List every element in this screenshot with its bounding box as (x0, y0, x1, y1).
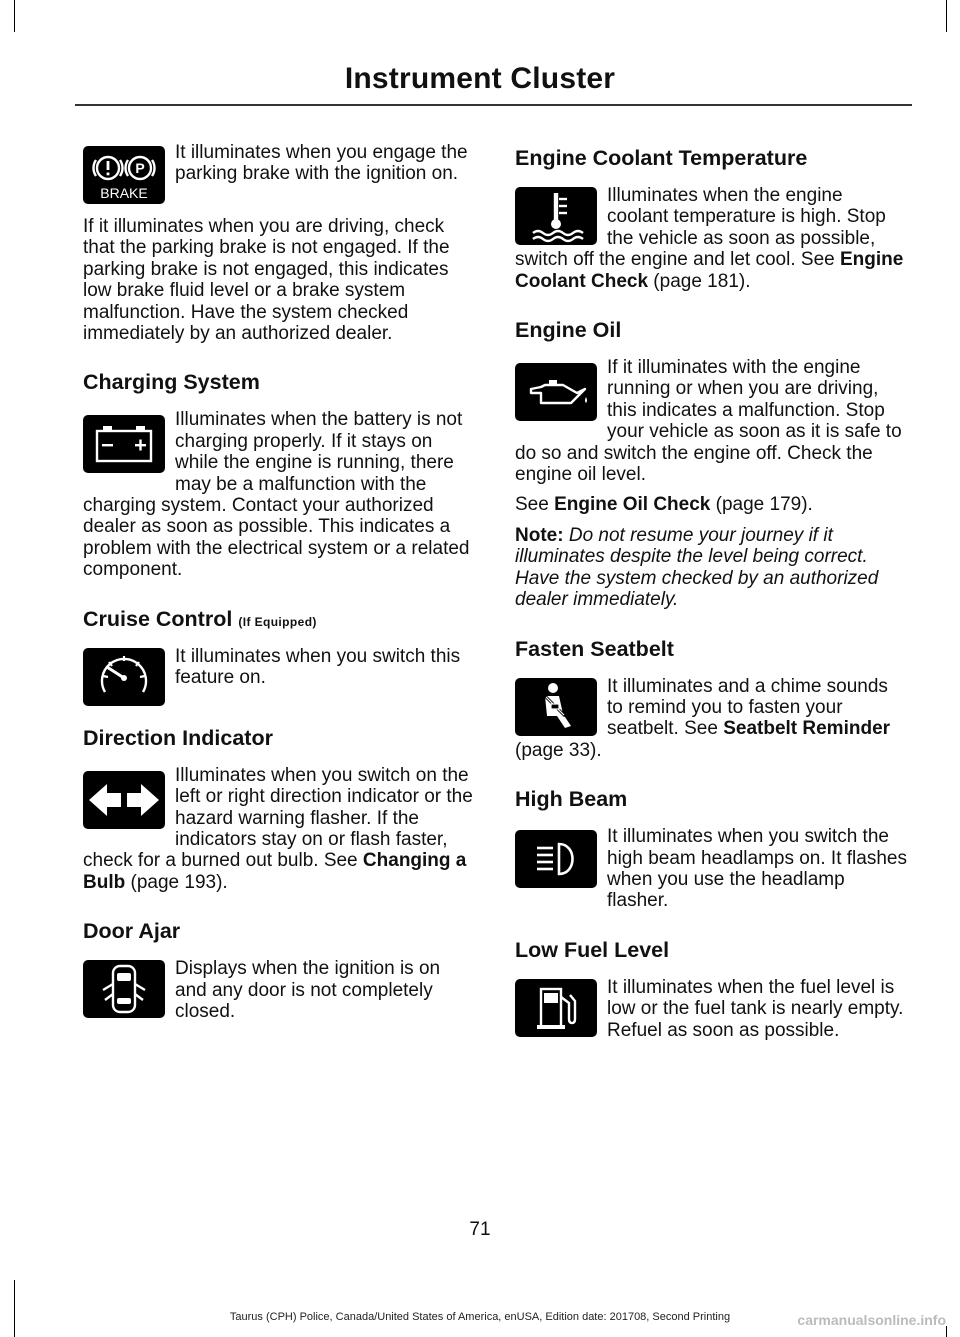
crop-mark (946, 1326, 947, 1337)
direction-arrows-icon (83, 771, 165, 829)
brake-entry (83, 142, 475, 208)
engine-oil-check-link[interactable]: Engine Oil Check (554, 494, 711, 516)
cruise-heading-note: (If Equipped) (238, 614, 317, 629)
brake-intro: It illuminates when you engage the parking brake with the ignition on. (175, 142, 468, 185)
svg-text:P: P (135, 160, 145, 176)
seatbelt-page-ref: (page 33). (515, 739, 602, 761)
crop-mark (14, 1280, 15, 1337)
coolant-heading: Engine Coolant Temperature (515, 146, 808, 170)
door-heading: Door Ajar (83, 919, 181, 944)
brake-warning-icon (83, 146, 165, 204)
door-entry (83, 958, 475, 1022)
oil-can-icon (515, 363, 597, 421)
oil-note-text: Do not resume your journey if it illuminates despite the level being correct. Have the system checked by an authorized dealer immediately. (515, 524, 879, 611)
direction-page-ref: (page 193). (125, 871, 228, 893)
note-label: Note: (515, 524, 564, 546)
coolant-text-body: Illuminates when the engine coolant temperature is high. Stop the vehicle as soon as possible, switch off the engine and let cool. See (515, 185, 886, 271)
page-title: Instrument Cluster (344, 62, 616, 95)
oil-page-ref: (page 179). (710, 494, 813, 516)
coolant-page-ref: (page 181). (648, 270, 751, 292)
seatbelt-text-body: It illuminates and a chime sounds to remind you to fasten your seatbelt. See (607, 675, 888, 740)
oil-see-label: See (515, 494, 555, 516)
coolant-entry (515, 185, 907, 292)
changing-bulb-link[interactable]: Changing a Bulb (83, 850, 467, 893)
coolant-temperature-icon (515, 187, 597, 245)
door-ajar-icon (83, 960, 165, 1018)
fuel-entry (515, 977, 907, 1041)
direction-heading: Direction Indicator (83, 725, 273, 750)
left-column (83, 142, 475, 1022)
oil-heading: Engine Oil (515, 318, 622, 343)
battery-icon (83, 415, 165, 473)
charging-text: Illuminates when the battery is not charging properly. If it stays on while the engine is running, there may be a malfunction with the charging system. Contact your authorized dealer as soon as possible. This indicates a problem with the electrical system or a related component. (83, 409, 470, 581)
charging-heading: Charging System (83, 370, 260, 395)
cruise-text: It illuminates when you switch this feature on. (175, 645, 461, 689)
oil-note (515, 525, 907, 611)
highbeam-entry (515, 826, 907, 912)
brake-body: If it illuminates when you are driving, check that the parking brake is not engaged. If the parking brake is not engaged, this indicates low brake fluid level or a brake system malfunction. Have the system checked immediately by an authorized dealer. (83, 216, 450, 345)
watermark: carmanualsonline.info (797, 1312, 946, 1328)
seatbelt-entry (515, 676, 907, 762)
crop-mark (14, 0, 15, 32)
engine-coolant-check-link[interactable]: Engine Coolant Check (515, 249, 904, 292)
high-beam-icon (515, 830, 597, 888)
fuel-pump-icon (515, 979, 597, 1037)
direction-entry (83, 765, 475, 893)
direction-text-body: Illuminates when you switch on the left or right direction indicator or the hazard warning flasher. If the indicators stay on or flash faster, check for a burned out bulb. See (83, 764, 473, 872)
seatbelt-heading: Fasten Seatbelt (515, 636, 674, 661)
cruise-entry (83, 646, 475, 710)
highbeam-heading: High Beam (515, 787, 628, 812)
fuel-heading: Low Fuel Level (515, 937, 670, 962)
door-text: Displays when the ignition is on and any door is not completely closed. (175, 958, 441, 1022)
highbeam-text: It illuminates when you switch the high beam headlamps on. It flashes when you use the headlamp flasher. (607, 826, 907, 912)
brake-icon-label: BRAKE (100, 185, 148, 201)
crop-mark (946, 0, 947, 32)
oil-see (515, 494, 907, 515)
oil-entry (515, 357, 907, 485)
fuel-text: It illuminates when the fuel level is low or the fuel tank is nearly empty. Refuel as soon as possible. (607, 976, 904, 1041)
seatbelt-reminder-link[interactable]: Seatbelt Reminder (723, 718, 891, 740)
charging-entry (83, 409, 475, 580)
seatbelt-icon (515, 678, 597, 736)
cruise-heading-text: Cruise Control (83, 606, 233, 631)
oil-text: If it illuminates with the engine running or when you are driving, this indicates a malfunction. Stop your vehicle as soon as it is safe to do so and switch the engine off. Check the engine oil level. (515, 357, 902, 486)
speedometer-icon (83, 648, 165, 706)
header-divider (75, 104, 912, 106)
edition-footer: Taurus (CPH) Police, Canada/United States of America, enUSA, Edition date: 201708, Second Printing (229, 1311, 731, 1323)
cruise-heading (83, 607, 475, 632)
page-number: 71 (469, 1219, 491, 1240)
right-column (515, 140, 907, 1041)
